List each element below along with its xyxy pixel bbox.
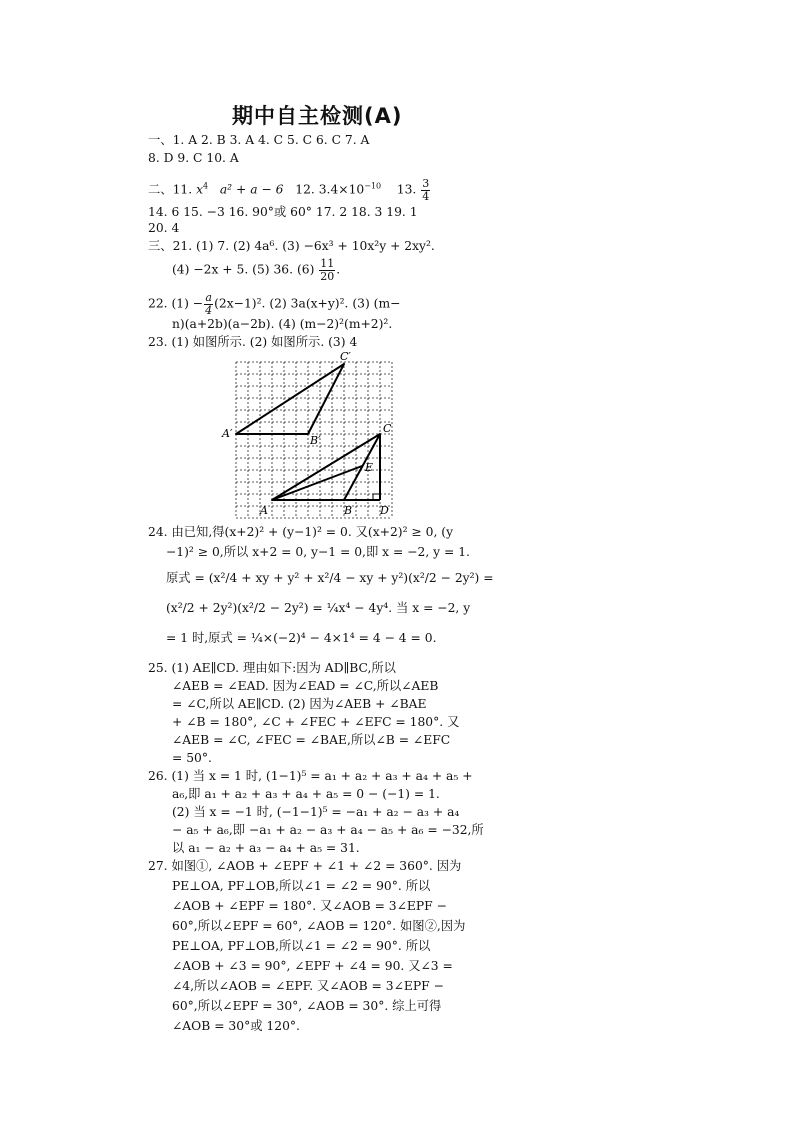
part1-line1: 一、1. A 2. B 3. A 4. C 5. C 6. C 7. A <box>148 133 370 147</box>
label-d: D <box>380 504 389 517</box>
label-c-prime: C′ <box>340 350 351 363</box>
label-b: B <box>344 504 353 517</box>
q11-answer-b: a² + a − 6 <box>219 182 284 197</box>
segment-ae <box>272 466 362 500</box>
q27-line1: 27. 如图①, ∠AOB + ∠EPF + ∠1 + ∠2 = 360°. 因为 <box>148 859 462 873</box>
q12-exponent: −10 <box>364 181 382 191</box>
q22-line2: n)(a+2b)(a−2b). (4) (m−2)²(m+2)². <box>172 317 393 331</box>
q11-answer-a: x <box>196 182 204 197</box>
q27-line8: 60°,所以∠EPF = 30°, ∠AOB = 30°. 综上可得 <box>172 999 442 1013</box>
grid-figure <box>220 350 400 522</box>
q27-line2: PE⊥OA, PF⊥OB,所以∠1 = ∠2 = 90°. 所以 <box>172 879 431 893</box>
q26-line2: a₆,即 a₁ + a₂ + a₃ + a₄ + a₅ = 0 − (−1) = 1. <box>172 787 440 801</box>
triangle-abc <box>272 434 380 500</box>
q21-line1: 三、21. (1) 7. (2) 4a⁶. (3) −6x³ + 10x²y + 2xy². <box>148 239 435 253</box>
page-title: 期中自主检测(A) <box>232 104 403 128</box>
q26-line1: 26. (1) 当 x = 1 时, (1−1)⁵ = a₁ + a₂ + a₃ + a₄ + a₅ + <box>148 769 473 783</box>
q27-line3: ∠AOB + ∠EPF = 180°. 又∠AOB = 3∠EPF − <box>172 899 447 913</box>
q26-line5: 以 a₁ − a₂ + a₃ − a₄ + a₅ = 31. <box>172 841 360 855</box>
label-a: A <box>260 504 268 517</box>
q27-line5: PE⊥OA, PF⊥OB,所以∠1 = ∠2 = 90°. 所以 <box>172 939 431 953</box>
q26-line3: (2) 当 x = −1 时, (−1−1)⁵ = −a₁ + a₂ − a₃ + a₄ <box>172 805 460 819</box>
q27-line4: 60°,所以∠EPF = 60°, ∠AOB = 120°. 如图②,因为 <box>172 919 466 933</box>
q22-fraction: $\frac{a}{4}$ <box>205 291 213 317</box>
q27-line9: ∠AOB = 30°或 120°. <box>172 1019 300 1033</box>
q13-label: 13. <box>396 182 417 197</box>
q23-line: 23. (1) 如图所示. (2) 如图所示. (3) 4 <box>148 335 358 349</box>
q27-line6: ∠AOB + ∠3 = 90°, ∠EPF + ∠4 = 90. 又∠3 = <box>172 959 453 973</box>
q22-line1: 22. (1) − $\frac{a}{4}$ (2x−1)². (2) 3a(x+y)². (3) (m− <box>148 291 401 317</box>
q26-line4: − a₅ + a₆,即 −a₁ + a₂ − a₃ + a₄ − a₅ + a₆ = −32,所 <box>172 823 484 837</box>
q25-line2: ∠AEB = ∠EAD. 因为∠EAD = ∠C,所以∠AEB <box>172 679 439 693</box>
q21-line2: (4) −2x + 5. (5) 36. (6) $\frac{11}{20}$ . <box>172 257 341 283</box>
q11-label: 二、11. <box>148 182 193 197</box>
q25-line1: 25. (1) AE∥CD. 理由如下:因为 AD∥BC,所以 <box>148 661 396 675</box>
q25-line6: = 50°. <box>172 751 212 765</box>
label-b-prime: B′ <box>310 434 321 447</box>
label-e: E <box>365 461 374 474</box>
triangle-a1b1c1 <box>236 364 344 434</box>
q24-line4: (x²/2 + 2y²)(x²/2 − 2y²) = ¼x⁴ − 4y⁴. 当 x = −2, y <box>166 601 471 615</box>
q24-line1: 24. 由已知,得(x+2)² + (y−1)² = 0. 又(x+2)² ≥ 0, (y <box>148 525 454 539</box>
q25-line4: + ∠B = 180°, ∠C + ∠FEC + ∠EFC = 180°. 又 <box>172 715 460 729</box>
label-c: C <box>383 422 392 435</box>
q25-line5: ∠AEB = ∠C, ∠FEC = ∠BAE,所以∠B = ∠EFC <box>172 733 451 747</box>
q24-line2: −1)² ≥ 0,所以 x+2 = 0, y−1 = 0,即 x = −2, y = 1. <box>166 545 470 559</box>
q13-fraction: $\frac{3}{4}$ <box>422 177 430 203</box>
label-a-prime: A′ <box>222 427 233 440</box>
part2-line2: 14. 6 15. −3 16. 90°或 60° 17. 2 18. 3 19. 1 <box>148 205 418 219</box>
part2-line3: 20. 4 <box>148 221 180 235</box>
part1-line2: 8. D 9. C 10. A <box>148 151 239 165</box>
q24-line3: 原式 = (x²/4 + xy + y² + x²/4 − xy + y²)(x²/2 − 2y²) = <box>166 571 494 585</box>
q25-line3: = ∠C,所以 AE∥CD. (2) 因为∠AEB + ∠BAE <box>172 697 427 711</box>
q12-answer: 12. 3.4×10 <box>295 182 365 197</box>
q24-line5: = 1 时,原式 = ¼×(−2)⁴ − 4×1⁴ = 4 − 4 = 0. <box>166 631 437 645</box>
q27-line7: ∠4,所以∠AOB = ∠EPF. 又∠AOB = 3∠EPF − <box>172 979 444 993</box>
q21-fraction: $\frac{11}{20}$ <box>320 257 335 283</box>
part2-line1: 二、11. $x^4$ a² + a − 6 12. $3.4\times 10^{-10}$ 13. $\frac{3}{4}$ <box>148 177 430 203</box>
